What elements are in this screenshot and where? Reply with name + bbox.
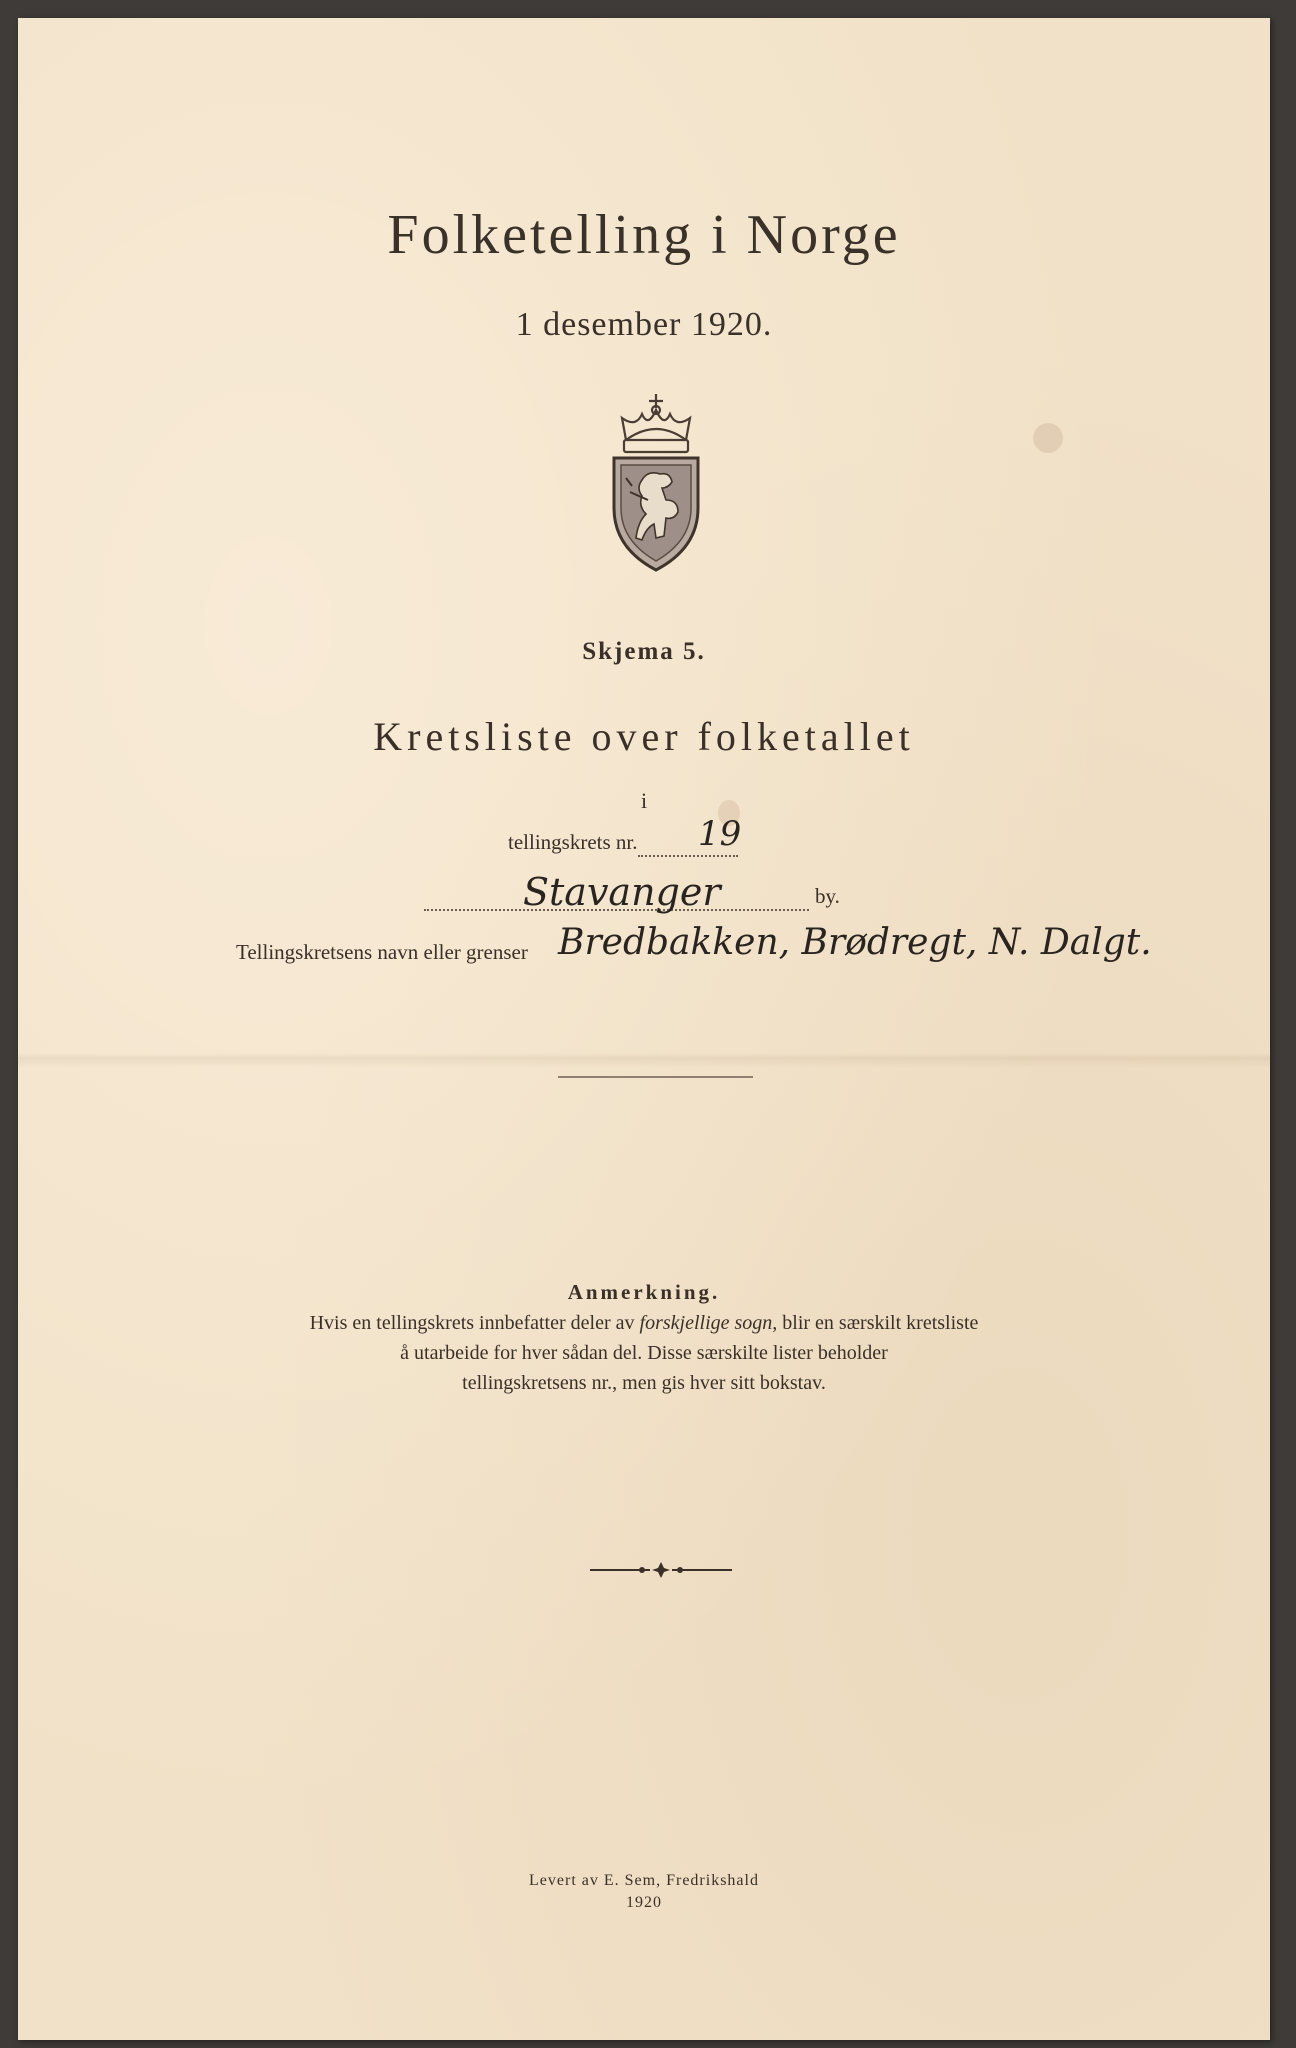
form-heading: Kretsliste over folketallet [373,714,915,759]
note-heading: Anmerkning. [567,1280,721,1304]
note-line-3: tellingskretsens nr., men gis hver sitt bokstav. [462,1372,826,1394]
census-date: 1 desember 1920. [515,306,773,343]
district-number-handwritten: 19 [698,814,742,854]
printer-line-1: Levert av E. Sem, Fredrikshald [529,1872,759,1889]
norwegian-coat-of-arms-icon [586,388,726,578]
preposition-text: i [640,788,648,813]
printer-line-2: 1920 [626,1894,662,1911]
note-text [18,1308,1270,1398]
district-name-label: Tellingskretsens navn eller grenser [236,940,528,964]
printer-imprint [18,1870,1270,1914]
schema-number: Skjema 5. [582,638,706,665]
city-handwritten: Stavanger [523,870,721,914]
note-line-2: å utarbeide for hver sådan del. Disse særskilte lister beholder [400,1342,888,1364]
district-name-handwritten: Bredbakken, Brødregt, N. Dalgt. [558,922,1152,963]
paper-stain [1033,423,1063,453]
form-title: Folketelling i Norge [387,204,901,266]
section-divider [558,1076,753,1078]
ornament-divider-icon [586,1558,736,1582]
note-line-1: Hvis en tellingskrets innbefatter deler av forskjellige sogn, blir en særskilt kretsliste [309,1312,979,1334]
census-form-page [18,18,1270,2040]
district-name-row [236,940,528,965]
district-number-label: tellingskrets nr. [508,830,638,854]
city-suffix: by. [815,884,840,908]
